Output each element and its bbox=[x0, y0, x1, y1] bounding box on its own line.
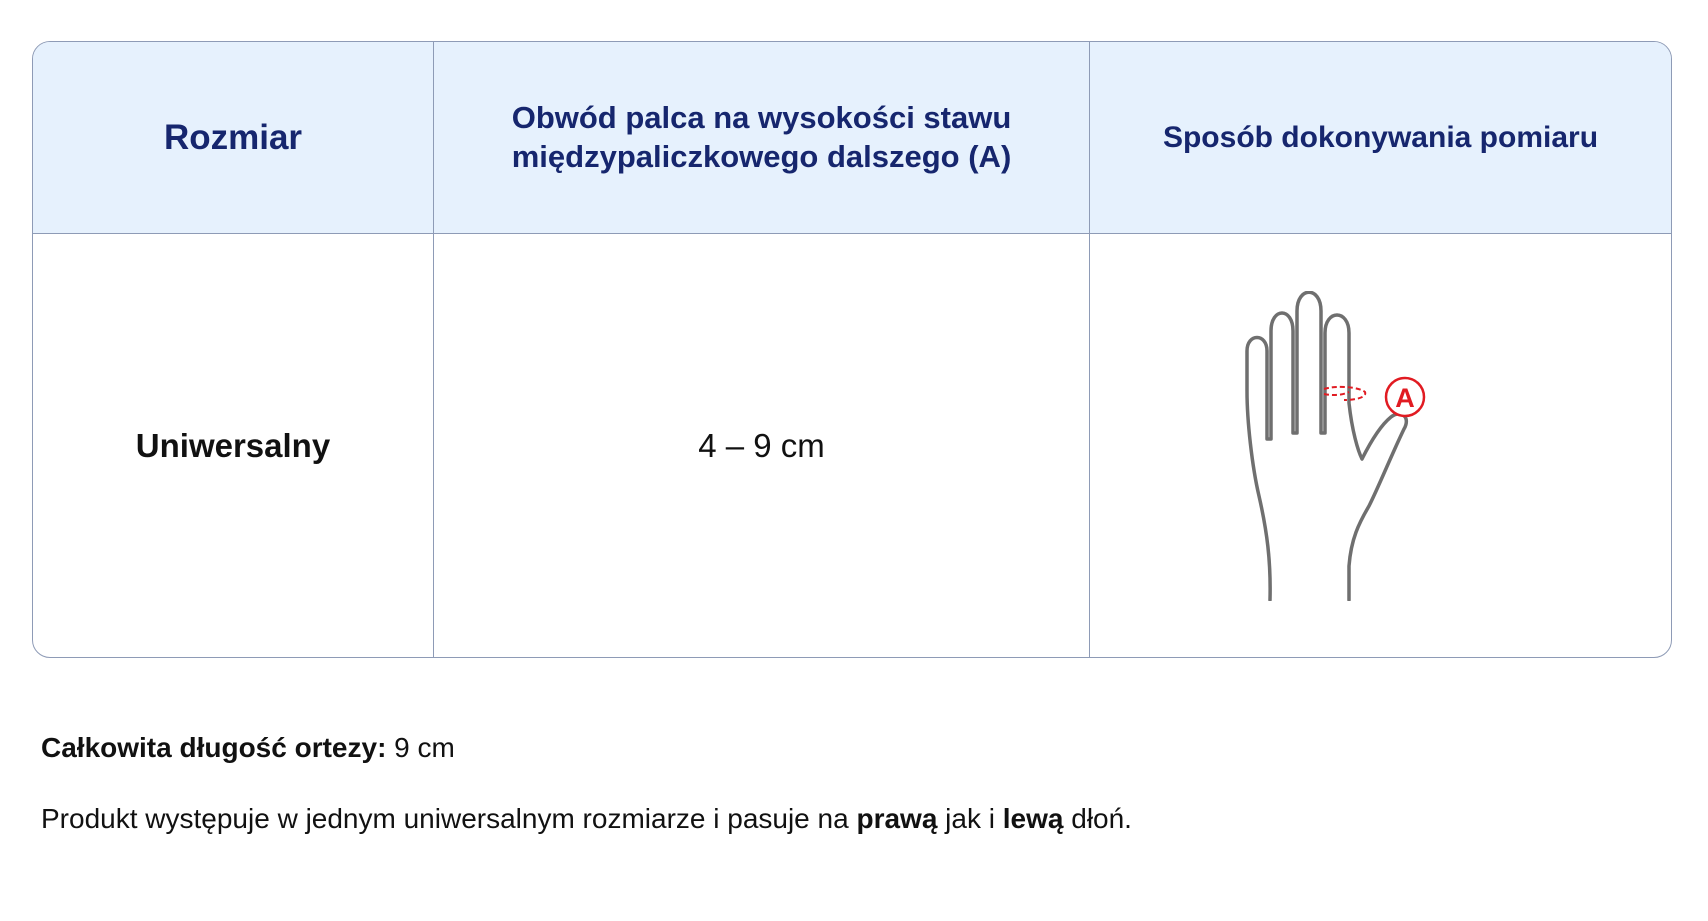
cell-range bbox=[434, 234, 1090, 657]
total-length-value: 9 cm bbox=[386, 732, 455, 763]
size-value: Uniwersalny bbox=[135, 426, 331, 464]
product-note-text-2: jak i bbox=[937, 803, 1003, 834]
measurement-marker-label: A bbox=[1394, 382, 1415, 413]
product-note-text-1: Produkt występuje w jednym uniwersalnym rozmiarze i pasuje na bbox=[41, 803, 857, 834]
header-size-label: Rozmiar bbox=[163, 117, 303, 157]
total-length-note bbox=[41, 732, 455, 764]
cell-measurement-image bbox=[1090, 234, 1671, 657]
product-note-right-hand: prawą bbox=[856, 803, 938, 834]
total-length-label: Całkowita długość ortezy: bbox=[41, 732, 387, 763]
header-circumference bbox=[434, 42, 1090, 234]
cell-size bbox=[33, 234, 434, 657]
product-note-text-3: dłoń. bbox=[1063, 803, 1132, 834]
range-value: 4 – 9 cm bbox=[698, 426, 825, 464]
header-circumference-label: Obwód palca na wysokości stawu międzypaliczkowego dalszego (A) bbox=[511, 99, 1012, 174]
header-method bbox=[1090, 42, 1671, 234]
header-size bbox=[33, 42, 434, 234]
product-fit-note bbox=[41, 803, 1132, 835]
hand-outline-icon bbox=[1241, 291, 1501, 601]
product-note-left-hand: lewą bbox=[1002, 803, 1064, 834]
header-method-label: Sposób dokonywania pomiaru bbox=[1162, 120, 1599, 154]
size-table bbox=[32, 41, 1672, 658]
